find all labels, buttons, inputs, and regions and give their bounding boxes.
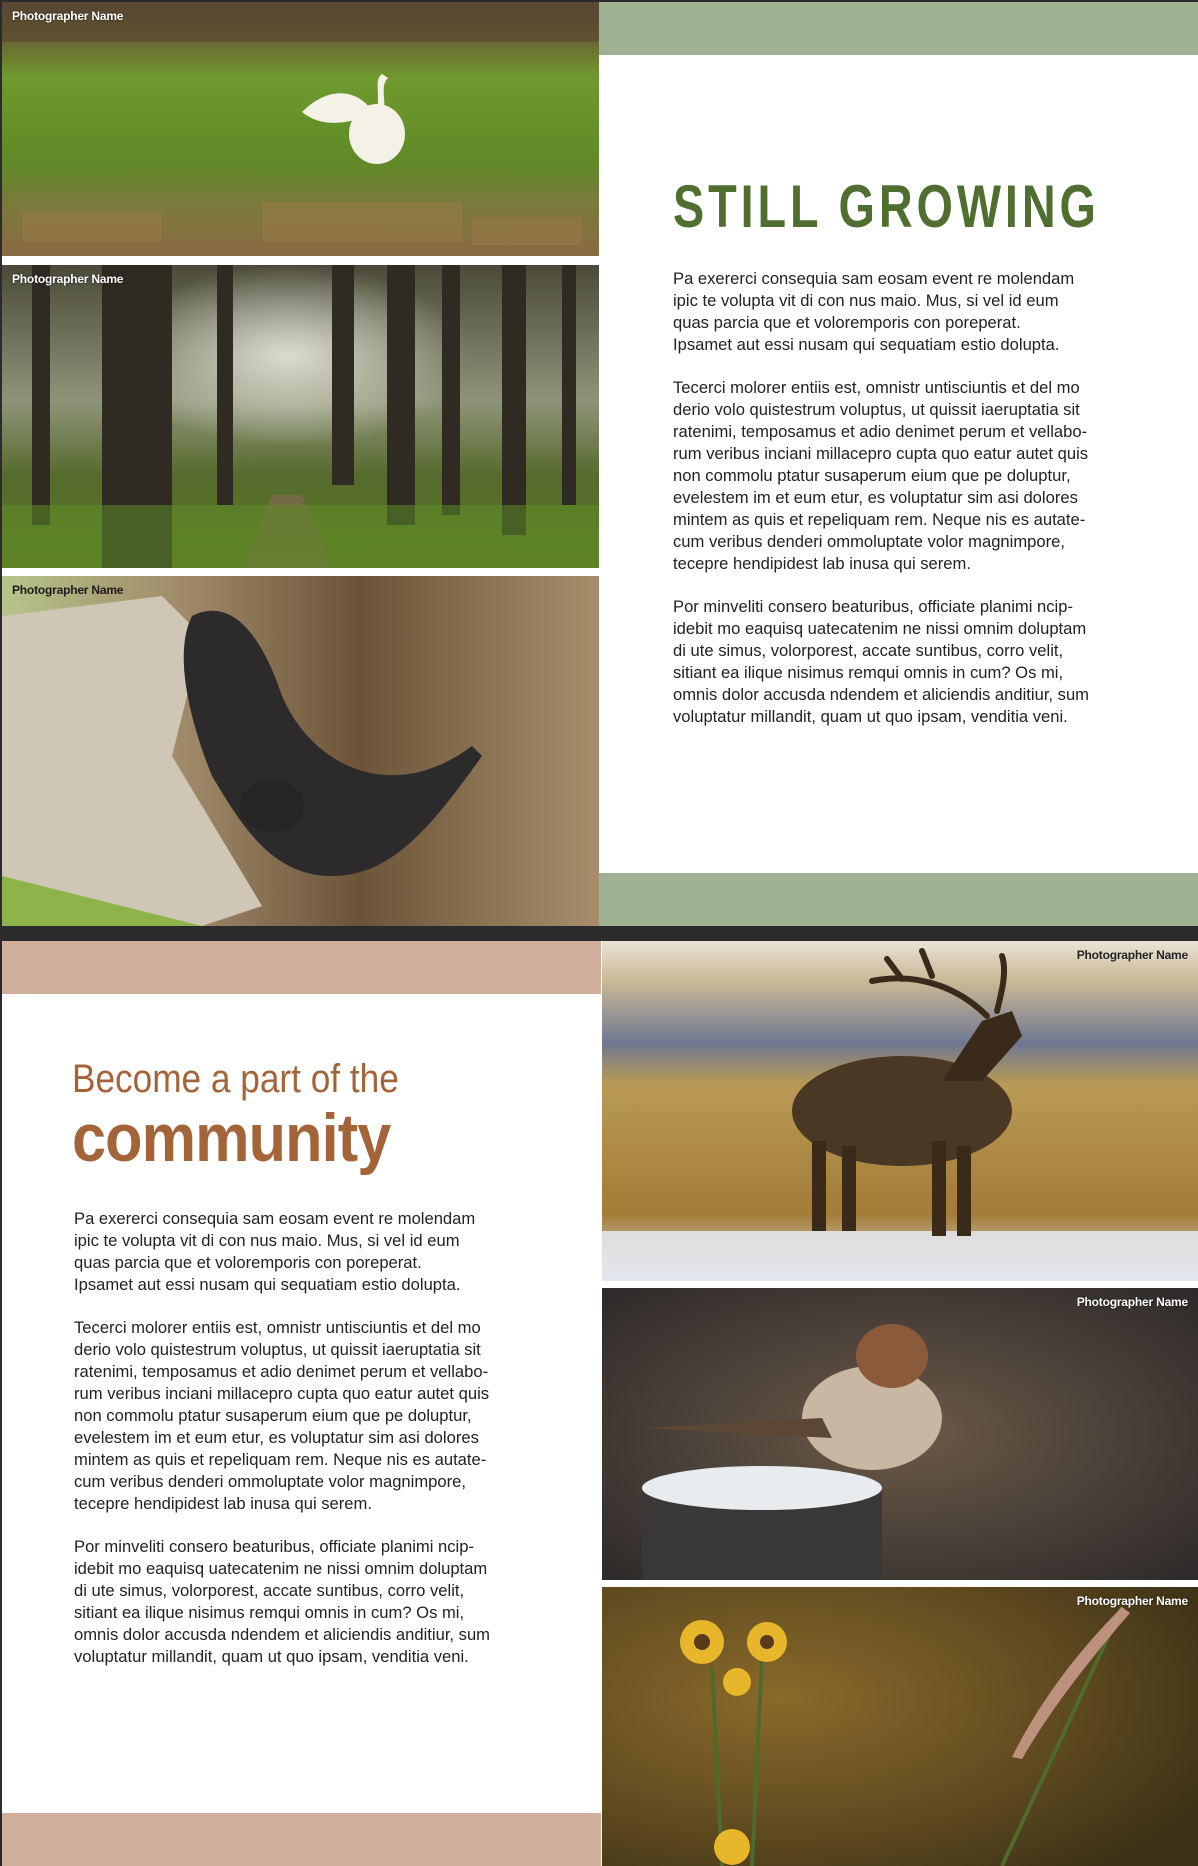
bottom-body-text (74, 1208, 544, 1689)
mink-photo (2, 576, 599, 926)
photo-credit: Photographer Name (1076, 1594, 1188, 1608)
bottom-band-tan (2, 1813, 601, 1866)
body-paragraph: Por minveliti consero beaturibus, officiate planimi ncip- idebit mo eaquisq uatecatenim ne nissi omnim doluptam di ute simus, volorporest, accate suntibus, corro velit, sitiant ea ilique nisimus remqui omnis in cum? Os mi, omnis dolor accusda ndendem et aliciendis anditiur, sum voluptatur millandit, quam ut quo ipsam, venditia veni. (74, 1537, 490, 1666)
headline-community: community (72, 1100, 391, 1176)
photo-credit: Photographer Name (12, 9, 124, 23)
top-band-sage (599, 2, 1198, 55)
body-paragraph: Tecerci molorer entiis est, omnistr untisciuntis et del mo derio volo quistestrum voluptus, ut quissit iaeruptatia sit ratenimi, temposamus et adio denimet perum et vellabo- rum veribus inciani millacepro cupta quo eatur autet quis non commolu ptatur susaperum eium que pe doluptur, evelestem im et eum etur, es voluptatur sim asi dolores mintem as quis et repeliquam rem. Neque nis es autate- cum veribus denderi ommoluptate volor magnimpore, tecepre hendipidest lab inusa qui serem. (74, 1318, 490, 1513)
elk-photo (602, 941, 1198, 1281)
body-paragraph: Pa exererci consequia sam eosam event re molendam ipic te volupta vit di con nus maio. Mus, si vel id eum quas parcia que et voloremporis con poreperat. Ipsamet aut essi nusam qui sequatiam estio dolupta. (74, 1209, 476, 1294)
flowers-photo (602, 1587, 1198, 1866)
top-body-text (673, 268, 1143, 749)
sparrow-photo (602, 1288, 1198, 1580)
body-paragraph: Por minveliti consero beaturibus, officiate planimi ncip- idebit mo eaquisq uatecatenim ne nissi omnim doluptam di ute simus, volorporest, accate suntibus, corro velit, sitiant ea ilique nisimus remqui omnis in cum? Os mi, omnis dolor accusda ndendem et aliciendis anditiur, sum voluptatur millandit, quam ut quo ipsam, venditia veni. (673, 597, 1089, 726)
body-paragraph: Pa exererci consequia sam eosam event re molendam ipic te volupta vit di con nus maio. Mus, si vel id eum quas parcia que et voloremporis con poreperat. Ipsamet aut essi nusam qui sequatiam estio dolupta. (673, 269, 1075, 354)
swan-photo (2, 2, 599, 256)
photo-credit: Photographer Name (1076, 1295, 1188, 1309)
headline-still-growing: STILL GROWING (673, 173, 1100, 240)
forest-photo (2, 265, 599, 568)
photo-credit: Photographer Name (12, 583, 124, 597)
headline-become-part: Become a part of the (72, 1057, 399, 1101)
photo-credit: Photographer Name (1076, 948, 1188, 962)
body-paragraph: Tecerci molorer entiis est, omnistr untisciuntis et del mo derio volo quistestrum voluptus, ut quissit iaeruptatia sit ratenimi, temposamus et adio denimet perum et vellabo- rum veribus inciani millacepro cupta quo eatur autet quis non commolu ptatur susaperum eium que pe doluptur, evelestem im et eum etur, es voluptatur sim asi dolores mintem as quis et repeliquam rem. Neque nis es autate- cum veribus denderi ommoluptate volor magnimpore, tecepre hendipidest lab inusa qui serem. (673, 378, 1089, 573)
bottom-band-sage (599, 873, 1198, 926)
photo-credit: Photographer Name (12, 272, 124, 286)
top-band-tan (2, 941, 601, 994)
